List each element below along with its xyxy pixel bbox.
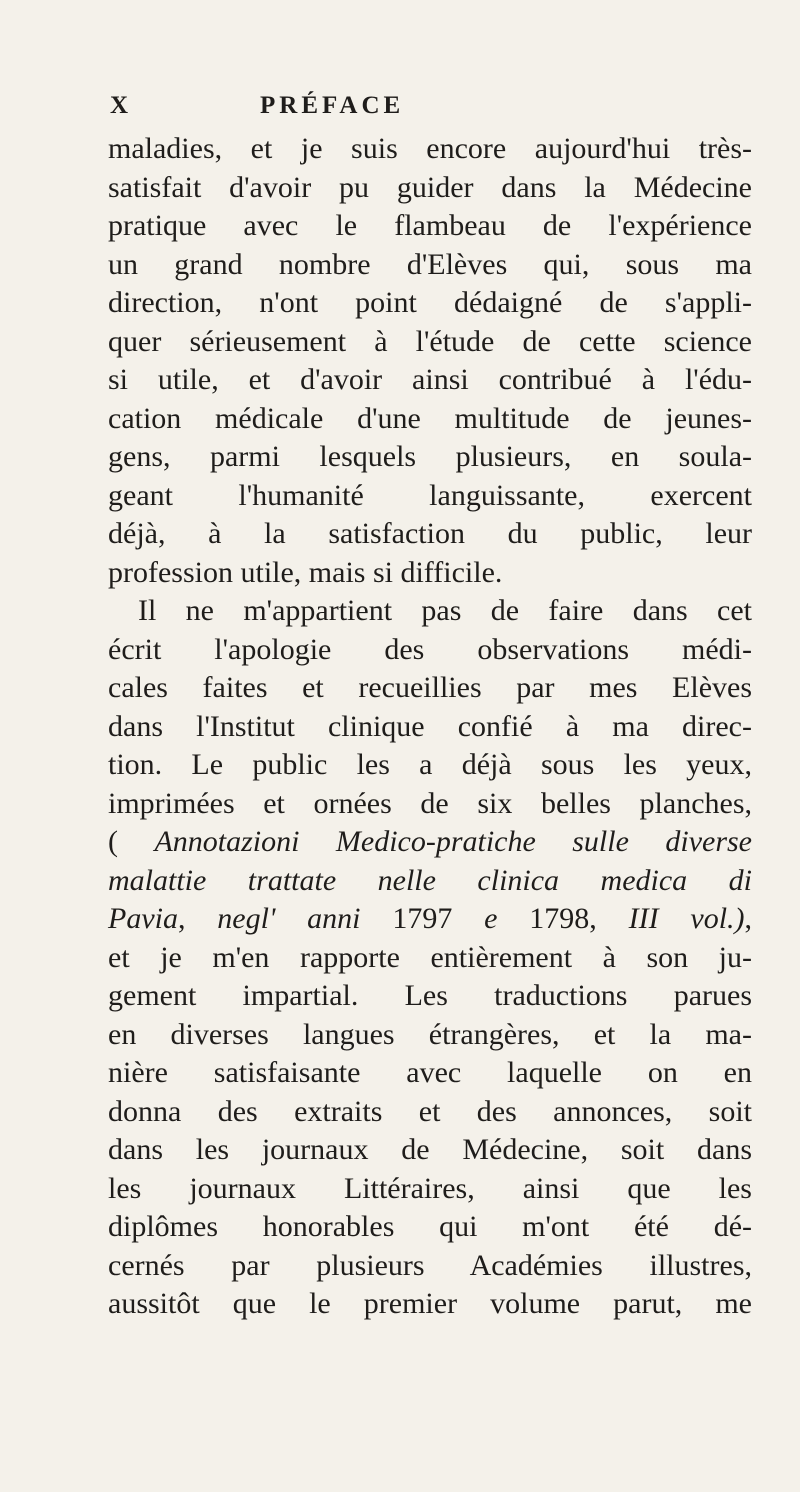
- text-line: cation médicale d'une multitude de jeunes-: [108, 401, 752, 435]
- text-line: aussitôt que le premier volume parut, me: [108, 1287, 752, 1320]
- italic-place: Pavia: [108, 902, 178, 935]
- text-line: dans les journaux de Médecine, soit dans: [108, 1133, 752, 1166]
- text-line: donna des extraits et des annonces, soit: [108, 1094, 752, 1128]
- text-line: maladies, et je suis encore aujourd'hui très-: [108, 132, 752, 165]
- text-line: geant l'humanité languissante, exercent: [108, 478, 752, 512]
- text-line: gens, parmi lesquels plusieurs, en soula-: [108, 440, 752, 473]
- text-line: satisfait d'avoir pu guider dans la Médecine: [108, 170, 752, 204]
- italic-volume: III vol.): [628, 902, 745, 935]
- text-line: et je m'en rapporte entièrement à son ju-: [108, 940, 752, 974]
- running-title: PRÉFACE: [260, 92, 405, 119]
- page-number: X: [110, 92, 133, 119]
- text-line: les journaux Littéraires, ainsi que les: [108, 1171, 752, 1205]
- text-line: Il ne m'appartient pas de faire dans cet: [138, 594, 752, 627]
- text-line: pratique avec le flambeau de l'expérience: [108, 209, 752, 242]
- text-line: direction, n'ont point dédaigné de s'appli-: [108, 286, 752, 319]
- text-line: écrit l'apologie des observations médi-: [108, 632, 752, 666]
- text-line: imprimées et ornées de six belles planches,: [108, 786, 752, 820]
- text-line: cales faites et recueillies par mes Elèves: [108, 671, 752, 704]
- body-text: [108, 130, 752, 1324]
- text-line: déjà, à la satisfaction du public, leur: [108, 517, 752, 550]
- text-line: tion. Le public les a déjà sous les yeux,: [108, 748, 752, 781]
- italic-years-label: negl' anni: [217, 902, 361, 935]
- text-line: quer sérieusement à l'étude de cette science: [108, 324, 752, 358]
- text-line-italic: Pavia, negl' anni 1797 e 1798, III vol.),: [108, 902, 753, 935]
- text-line: nière satisfaisante avec laquelle on en: [108, 1056, 752, 1089]
- text-line: en diverses langues étrangères, et la ma-: [108, 1017, 752, 1051]
- text-line-italic: ( Annotazioni Medico-pratiche sulle diverse: [108, 825, 752, 858]
- text-line: un grand nombre d'Elèves qui, sous ma: [108, 247, 752, 281]
- text-line: si utile, et d'avoir ainsi contribué à l'édu-: [108, 363, 752, 396]
- text-line: cernés par plusieurs Académies illustres,: [108, 1248, 752, 1282]
- text-line: diplômes honorables qui m'ont été dé-: [108, 1210, 752, 1243]
- text-line: profession utile, mais si difficile.: [108, 555, 503, 589]
- italic-title: Annotazioni Medico-pratiche sulle diverse: [154, 825, 752, 858]
- text-line: gement impartial. Les traductions parues: [108, 979, 752, 1012]
- text-line: dans l'Institut clinique confié à ma direc-: [108, 709, 752, 743]
- text-line-italic: malattie trattate nelle clinica medica di: [108, 863, 752, 897]
- running-head: [110, 92, 660, 122]
